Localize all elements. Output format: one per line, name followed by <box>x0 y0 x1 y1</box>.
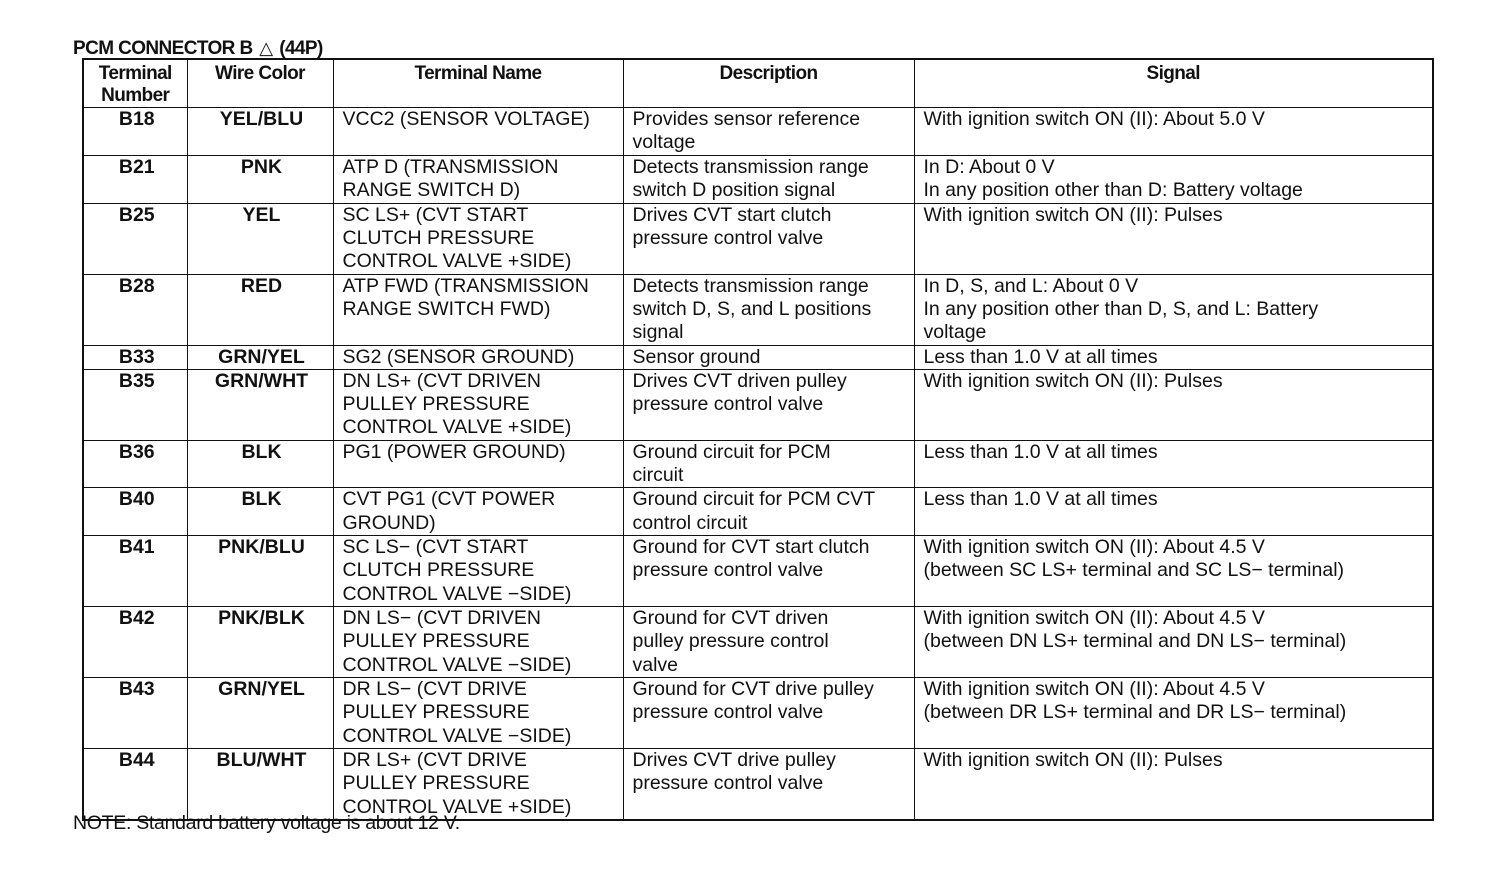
terminal-number: B41 <box>83 536 187 607</box>
terminal-number: B33 <box>83 345 187 369</box>
wire-color: YEL/BLU <box>187 108 333 156</box>
table-row <box>83 607 1433 678</box>
wire-color: BLK <box>187 488 333 536</box>
terminal-number: B21 <box>83 156 187 204</box>
table-row <box>83 678 1433 749</box>
terminal-number: B35 <box>83 369 187 440</box>
wire-color: BLK <box>187 440 333 488</box>
triangle-icon: △ <box>259 38 273 58</box>
table-row <box>83 369 1433 440</box>
terminal-name: CVT PG1 (CVT POWER GROUND) <box>333 488 623 536</box>
signal: With ignition switch ON (II): About 4.5 V (between DN LS+ terminal and DN LS− terminal) <box>914 607 1433 678</box>
signal: Less than 1.0 V at all times <box>914 488 1433 536</box>
wire-color: YEL <box>187 203 333 274</box>
description: Detects transmission range switch D, S, and L positions signal <box>623 274 914 345</box>
terminal-number: B42 <box>83 607 187 678</box>
connector-pin-count: (44P) <box>279 38 323 59</box>
signal: In D, S, and L: About 0 V In any position other than D, S, and L: Battery voltage <box>914 274 1433 345</box>
description: Provides sensor reference voltage <box>623 108 914 156</box>
table-row <box>83 749 1433 821</box>
description: Ground circuit for PCM CVT control circuit <box>623 488 914 536</box>
terminal-name: SC LS+ (CVT START CLUTCH PRESSURE CONTROL VALVE +SIDE) <box>333 203 623 274</box>
table-row <box>83 536 1433 607</box>
terminal-name: DN LS+ (CVT DRIVEN PULLEY PRESSURE CONTROL VALVE +SIDE) <box>333 369 623 440</box>
terminal-number: B28 <box>83 274 187 345</box>
signal: With ignition switch ON (II): Pulses <box>914 203 1433 274</box>
description: Drives CVT drive pulley pressure control valve <box>623 749 914 821</box>
header-terminal-number: Terminal Number <box>83 59 187 108</box>
connector-table <box>82 58 1434 821</box>
terminal-name: DN LS− (CVT DRIVEN PULLEY PRESSURE CONTROL VALVE −SIDE) <box>333 607 623 678</box>
wire-color: GRN/YEL <box>187 678 333 749</box>
terminal-name: DR LS− (CVT DRIVE PULLEY PRESSURE CONTROL VALVE −SIDE) <box>333 678 623 749</box>
wire-color: BLU/WHT <box>187 749 333 821</box>
terminal-name: PG1 (POWER GROUND) <box>333 440 623 488</box>
header-wire-color: Wire Color <box>187 59 333 108</box>
table-row <box>83 203 1433 274</box>
description: Ground for CVT drive pulley pressure control valve <box>623 678 914 749</box>
signal: In D: About 0 V In any position other than D: Battery voltage <box>914 156 1433 204</box>
signal: Less than 1.0 V at all times <box>914 345 1433 369</box>
signal: With ignition switch ON (II): Pulses <box>914 369 1433 440</box>
terminal-name: VCC2 (SENSOR VOLTAGE) <box>333 108 623 156</box>
header-terminal-name: Terminal Name <box>333 59 623 108</box>
terminal-number: B18 <box>83 108 187 156</box>
terminal-name: ATP FWD (TRANSMISSION RANGE SWITCH FWD) <box>333 274 623 345</box>
terminal-name: ATP D (TRANSMISSION RANGE SWITCH D) <box>333 156 623 204</box>
table-row <box>83 440 1433 488</box>
description: Drives CVT driven pulley pressure control valve <box>623 369 914 440</box>
description: Sensor ground <box>623 345 914 369</box>
signal: With ignition switch ON (II): About 4.5 V (between SC LS+ terminal and SC LS− terminal) <box>914 536 1433 607</box>
table-row <box>83 108 1433 156</box>
battery-voltage-note: NOTE: Standard battery voltage is about 12 V. <box>73 812 460 834</box>
terminal-name: SG2 (SENSOR GROUND) <box>333 345 623 369</box>
table-row <box>83 488 1433 536</box>
description: Drives CVT start clutch pressure control valve <box>623 203 914 274</box>
terminal-number: B25 <box>83 203 187 274</box>
description: Ground circuit for PCM circuit <box>623 440 914 488</box>
wire-color: PNK <box>187 156 333 204</box>
signal: Less than 1.0 V at all times <box>914 440 1433 488</box>
wire-color: GRN/WHT <box>187 369 333 440</box>
wire-color: RED <box>187 274 333 345</box>
wire-color: PNK/BLK <box>187 607 333 678</box>
header-signal: Signal <box>914 59 1433 108</box>
connector-title <box>73 38 323 60</box>
description: Ground for CVT start clutch pressure control valve <box>623 536 914 607</box>
terminal-number: B40 <box>83 488 187 536</box>
signal: With ignition switch ON (II): About 5.0 V <box>914 108 1433 156</box>
terminal-number: B44 <box>83 749 187 821</box>
description: Detects transmission range switch D position signal <box>623 156 914 204</box>
description: Ground for CVT driven pulley pressure control valve <box>623 607 914 678</box>
header-description: Description <box>623 59 914 108</box>
table-row <box>83 345 1433 369</box>
terminal-name: DR LS+ (CVT DRIVE PULLEY PRESSURE CONTROL VALVE +SIDE) <box>333 749 623 821</box>
terminal-number: B43 <box>83 678 187 749</box>
signal: With ignition switch ON (II): About 4.5 V (between DR LS+ terminal and DR LS− terminal) <box>914 678 1433 749</box>
wire-color: GRN/YEL <box>187 345 333 369</box>
terminal-name: SC LS− (CVT START CLUTCH PRESSURE CONTROL VALVE −SIDE) <box>333 536 623 607</box>
table-row <box>83 156 1433 204</box>
table-row <box>83 274 1433 345</box>
connector-title-text: PCM CONNECTOR B <box>73 38 253 59</box>
table-header-row <box>83 59 1433 108</box>
signal: With ignition switch ON (II): Pulses <box>914 749 1433 821</box>
wire-color: PNK/BLU <box>187 536 333 607</box>
terminal-number: B36 <box>83 440 187 488</box>
